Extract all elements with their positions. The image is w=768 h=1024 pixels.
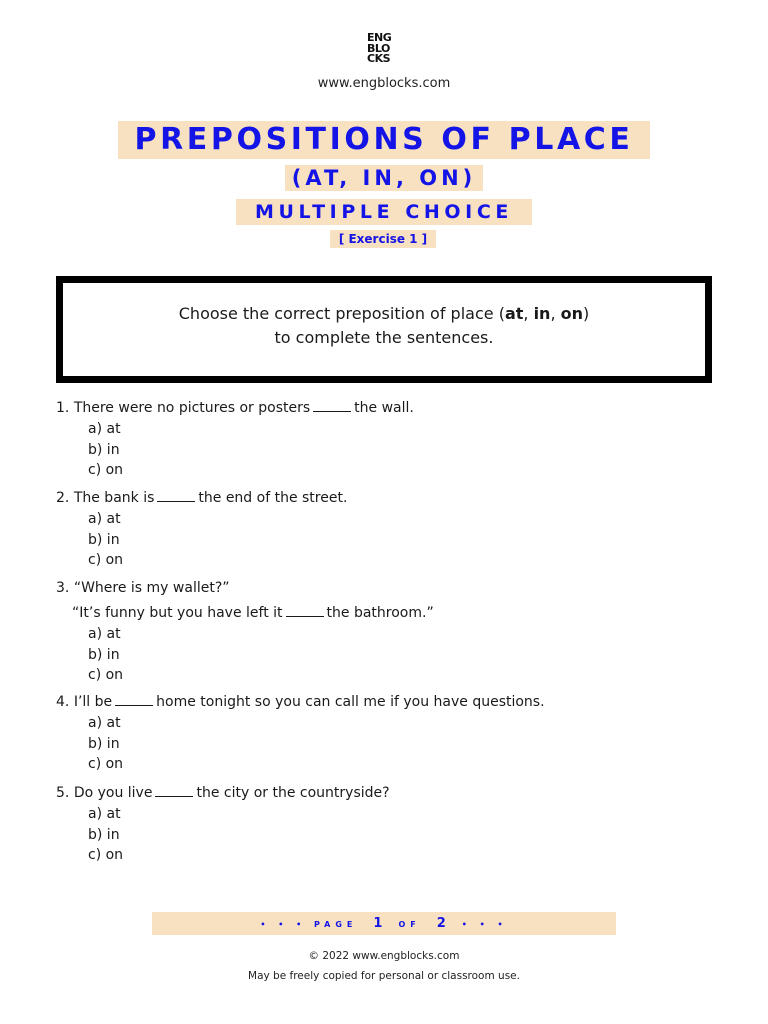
option-in-label: in — [533, 304, 551, 323]
option-c[interactable]: c) on — [88, 667, 124, 684]
question-text — [56, 783, 390, 804]
option-b[interactable]: b) in — [88, 441, 120, 458]
option-c[interactable]: c) on — [88, 756, 124, 773]
logo-line-3: CKS — [367, 52, 391, 65]
option-b[interactable]: b) in — [88, 735, 120, 752]
option-a[interactable]: a) at — [88, 421, 121, 437]
answer-blank[interactable] — [155, 783, 193, 797]
question-after: the end of the street. — [198, 490, 348, 506]
question-1 — [56, 398, 414, 481]
separator: , — [550, 304, 561, 323]
page-total: 2 — [436, 916, 446, 931]
page-indicator — [152, 912, 616, 935]
page-subtitle: (AT, IN, ON) — [285, 165, 483, 191]
option-b[interactable]: b) in — [88, 826, 120, 843]
logo-line-1: ENG — [367, 31, 392, 44]
option-a[interactable]: a) at — [88, 715, 121, 731]
question-text-2 — [56, 603, 434, 624]
option-at-label: at — [504, 304, 524, 323]
question-after: home tonight so you can call me if you have questions. — [156, 694, 545, 710]
option-b[interactable]: b) in — [88, 646, 120, 663]
answer-blank[interactable] — [286, 603, 324, 617]
instructions-text: Choose the correct preposition of place ( — [178, 304, 505, 323]
option-c[interactable]: c) on — [88, 462, 124, 479]
question-number: 4. — [56, 694, 70, 710]
option-c[interactable]: c) on — [88, 552, 124, 569]
instructions-line-1 — [63, 302, 705, 326]
answer-blank[interactable] — [115, 692, 153, 706]
license-text: May be freely copied for personal or classroom use. — [248, 970, 520, 982]
option-b[interactable]: b) in — [88, 531, 120, 548]
question-before: “It’s funny but you have left it — [72, 605, 283, 621]
question-after: the city or the countryside? — [196, 785, 390, 801]
question-number: 1. — [56, 400, 70, 416]
question-2 — [56, 488, 347, 571]
question-text — [56, 578, 434, 599]
question-before: There were no pictures or posters — [73, 400, 311, 416]
exercise-type: MULTIPLE CHOICE — [236, 199, 532, 225]
question-text — [56, 398, 414, 419]
answer-blank[interactable] — [157, 488, 195, 502]
question-number: 5. — [56, 785, 70, 801]
answer-blank[interactable] — [313, 398, 351, 412]
question-before: I’ll be — [73, 694, 113, 710]
question-before: The bank is — [73, 490, 155, 506]
question-5 — [56, 783, 390, 866]
question-4 — [56, 692, 545, 775]
option-c[interactable]: c) on — [88, 847, 124, 864]
question-before: Do you live — [73, 785, 153, 801]
closing-paren: ) — [583, 304, 590, 323]
question-number: 3. — [56, 580, 70, 596]
instructions-box — [56, 276, 712, 383]
page-word: PAGE — [314, 920, 358, 929]
page-title: PREPOSITIONS OF PLACE — [118, 121, 650, 159]
question-text — [56, 488, 347, 509]
separator: , — [523, 304, 534, 323]
question-number: 2. — [56, 490, 70, 506]
exercise-number: [ Exercise 1 ] — [330, 230, 436, 248]
option-on-label: on — [560, 304, 583, 323]
option-a[interactable]: a) at — [88, 806, 121, 822]
question-line-1: “Where is my wallet?” — [73, 580, 230, 596]
question-after: the wall. — [354, 400, 414, 416]
dots-right: • • • — [461, 920, 508, 929]
question-after: the bathroom.” — [326, 605, 434, 621]
page-current: 1 — [373, 916, 383, 931]
dots-left: • • • — [260, 920, 307, 929]
question-text — [56, 692, 545, 713]
instructions-line-2: to complete the sentences. — [274, 328, 494, 347]
copyright-text: © 2022 www.engblocks.com — [308, 950, 460, 962]
logo-line-2: BLO — [367, 41, 390, 55]
option-a[interactable]: a) at — [88, 511, 121, 527]
engblocks-logo — [367, 33, 401, 65]
site-url: www.engblocks.com — [317, 76, 451, 91]
question-3 — [56, 578, 434, 686]
option-a[interactable]: a) at — [88, 626, 121, 642]
of-word: OF — [398, 920, 421, 929]
